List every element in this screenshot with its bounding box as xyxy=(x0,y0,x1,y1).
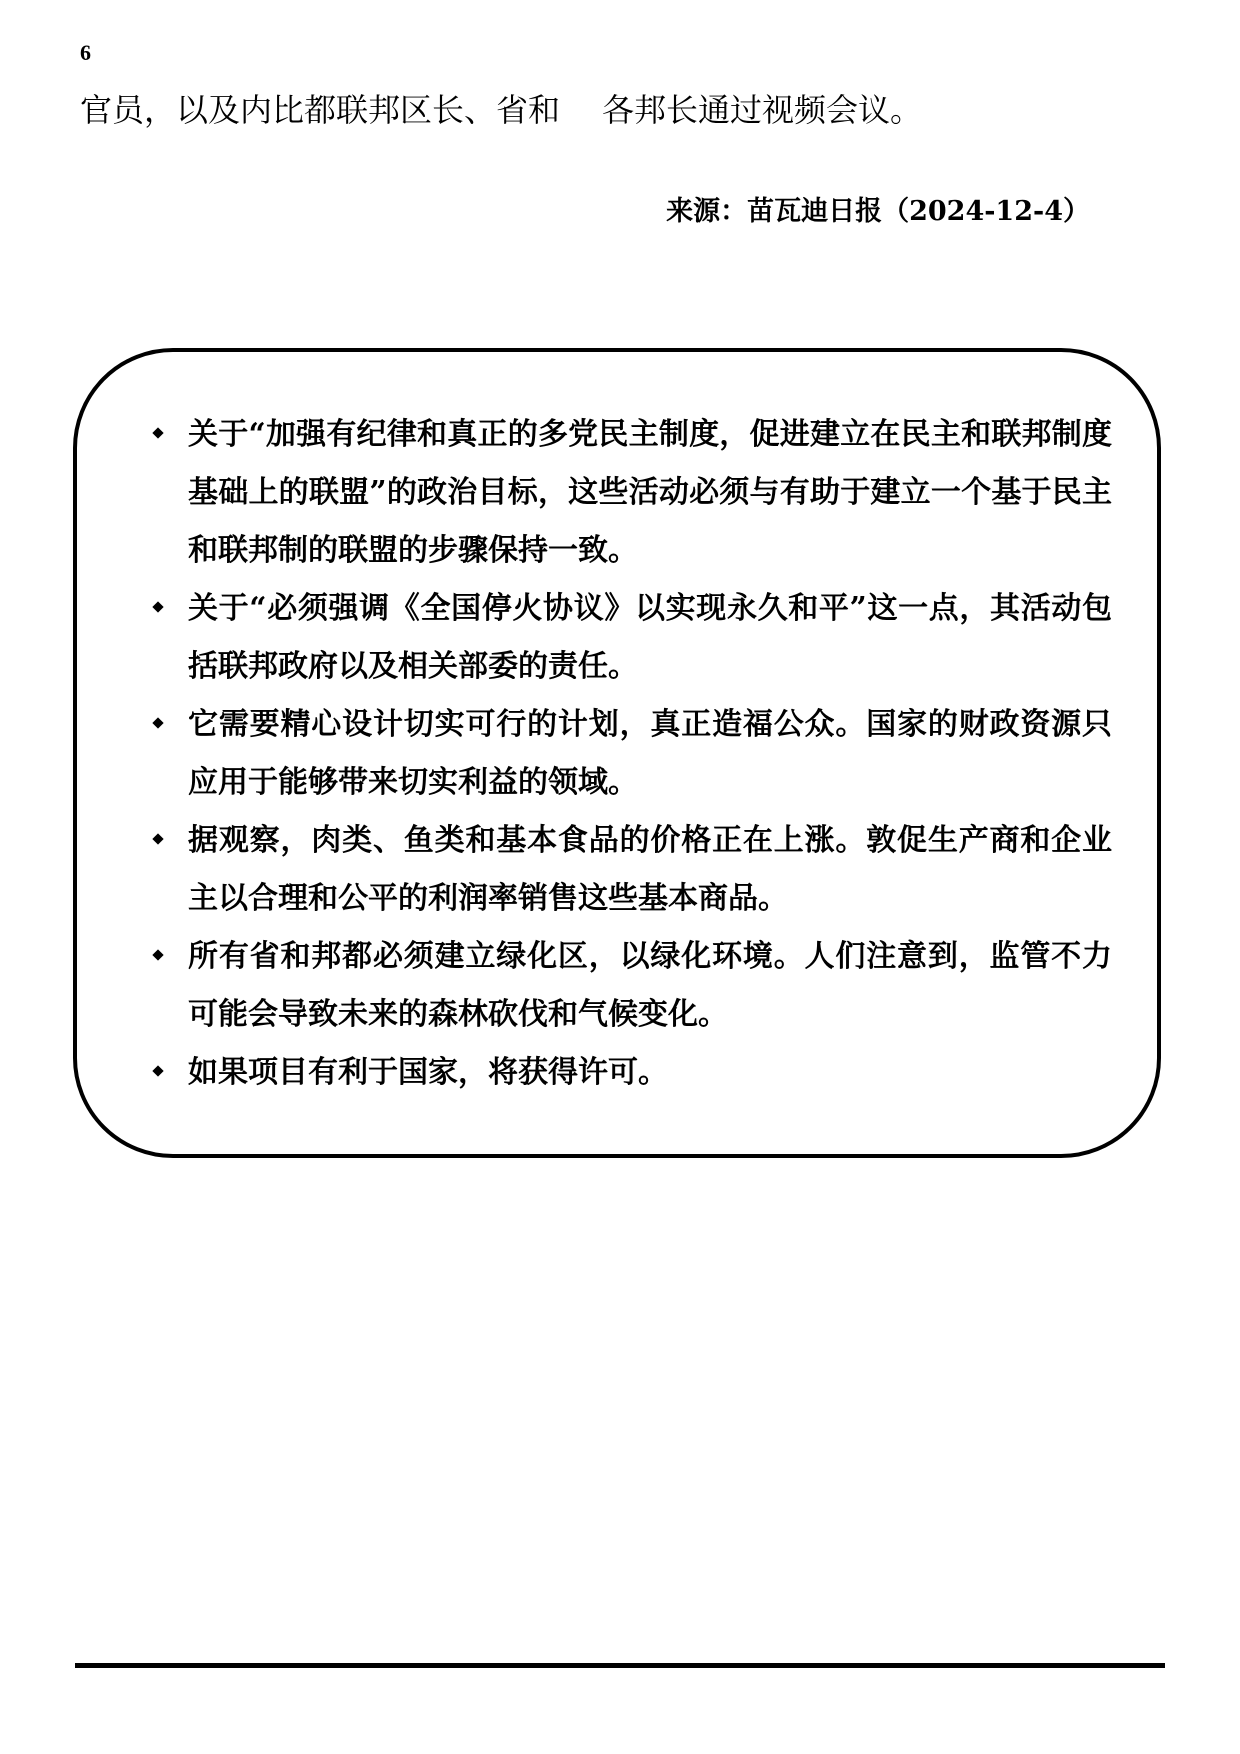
diamond-bullet-icon xyxy=(152,833,163,844)
intro-text-part2: 各邦长通过视频会议。 xyxy=(602,91,923,129)
bullet-text: 关于“必须强调《全国停火协议》以实现永久和平”这一点，其活动包括联邦政府以及相关部委的责任。 xyxy=(188,591,1112,684)
bullet-text: 据观察，肉类、鱼类和基本食品的价格正在上涨。敦促生产商和企业主以合理和公平的利润率销售这些基本商品。 xyxy=(188,823,1112,916)
diamond-bullet-icon xyxy=(152,427,163,438)
bullet-list xyxy=(152,406,1112,1102)
bullet-item xyxy=(152,580,1112,696)
bullet-text: 关于“加强有纪律和真正的多党民主制度，促进建立在民主和联邦制度基础上的联盟”的政治目标，这些活动必须与有助于建立一个基于民主和联邦制的联盟的步骤保持一致。 xyxy=(188,417,1112,568)
diamond-bullet-icon xyxy=(152,601,163,612)
bullet-text: 所有省和邦都必须建立绿化区，以绿化环境。人们注意到，监管不力可能会导致未来的森林砍伐和气候变化。 xyxy=(188,939,1112,1032)
bullet-text: 它需要精心设计切实可行的计划，真正造福公众。国家的财政资源只应用于能够带来切实利益的领域。 xyxy=(188,707,1112,800)
intro-line xyxy=(80,88,922,132)
bullet-text: 如果项目有利于国家，将获得许可。 xyxy=(188,1055,668,1090)
bullet-item xyxy=(152,696,1112,812)
source-citation: 来源：苗瓦迪日报（2024-12-4） xyxy=(666,196,1090,227)
page-number: 6 xyxy=(80,40,91,65)
diamond-bullet-icon xyxy=(152,949,163,960)
bottom-rule xyxy=(75,1663,1165,1668)
intro-text-part1: 官员，以及内比都联邦区长、省和 xyxy=(80,91,561,129)
info-box xyxy=(73,348,1161,1158)
bullet-item xyxy=(152,928,1112,1044)
bullet-item xyxy=(152,406,1112,580)
bullet-item xyxy=(152,812,1112,928)
bullet-item xyxy=(152,1044,1112,1102)
diamond-bullet-icon xyxy=(152,1065,163,1076)
diamond-bullet-icon xyxy=(152,717,163,728)
